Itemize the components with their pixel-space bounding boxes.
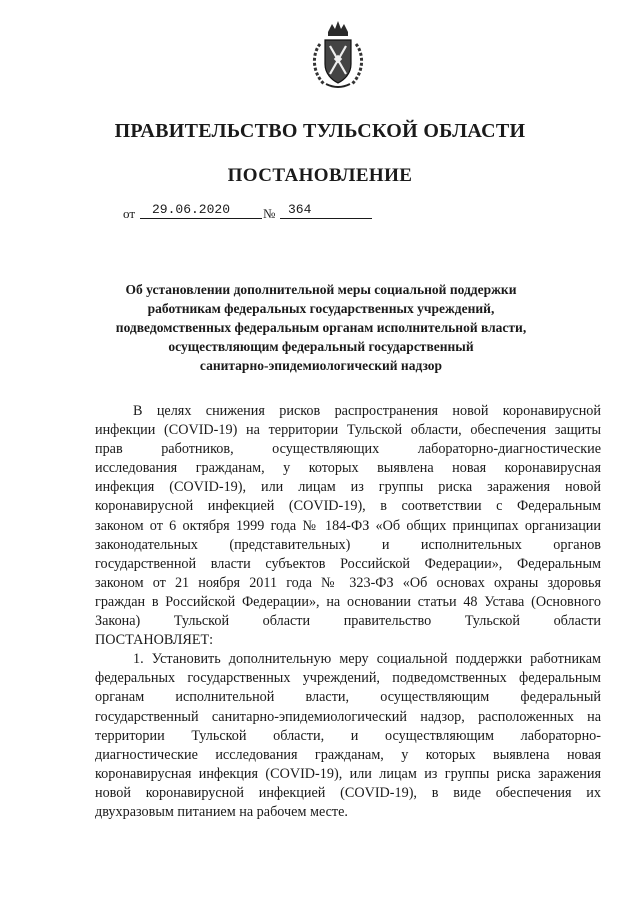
document-heading [86,280,556,375]
body-line: законом от 21 ноября 2011 года № 323-ФЗ «Об основах охраны здоровья [95,574,601,591]
date-underline [140,218,262,219]
body-line: инфекции (COVID-19) на территории Тульской области, обеспечения защиты [95,422,601,439]
document-type: ПОСТАНОВЛЕНИЕ [227,165,413,186]
heading-line: Об установлении дополнительной меры социальной поддержки [125,282,517,297]
body-line: диагностические исследования гражданам, у которых выявлена новая [95,746,601,763]
body-line: органам исполнительной власти, осуществляющим федеральный [95,689,601,706]
document-body [95,402,601,822]
body-line: В целях снижения рисков распространения новой коронавирусной [133,403,601,419]
body-line: коронавирусной инфекцией (COVID-19), в соответствии с Федеральным [95,498,601,515]
number-underline [280,218,372,219]
clause-1-paragraph [95,650,601,822]
body-line: Закона) Тульской области правительство Тульской области [95,613,601,630]
body-line: федеральных государственных учреждений, подведомственных федеральным [95,670,601,687]
body-line: государственный санитарно-эпидемиологический надзор, расположенных на [95,708,601,725]
date-value: 29.06.2020 [152,202,231,217]
body-line: территории Тульской области, и осуществляющим лабораторно- [95,727,601,744]
number-label: № [263,206,276,221]
body-line: законодательных (представительных) и исполнительных органов [95,536,601,553]
heading-line: санитарно-эпидемиологический надзор [199,358,443,373]
decree-word: ПОСТАНОВЛЯЕТ: [95,632,214,649]
body-line: новой коронавирусной инфекцией (COVID-19), в виде обеспечения их [95,784,601,801]
organization-title: ПРАВИТЕЛЬСТВО ТУЛЬСКОЙ ОБЛАСТИ [114,120,526,142]
body-line: граждан в Российской Федерации», на основании статьи 48 Устава (Основного [95,593,601,610]
body-line: двухразовым питанием на рабочем месте. [95,803,348,820]
heading-line: работникам федеральных государственных учреждений, [147,301,495,316]
body-line: законом от 6 октября 1999 года № 184-ФЗ «Об общих принципах организации [95,517,601,534]
body-line: исследования гражданам, у которых выявлена новая коронавирусная [95,460,601,477]
body-line: 1. Установить дополнительную меру социальной поддержки работникам [133,651,601,668]
number-value: 364 [288,202,312,217]
date-label: от [123,206,136,221]
tula-coat-of-arms-emblem [306,18,370,92]
heading-line: осуществляющим федеральный государственный [168,339,474,354]
body-line: инфекция (COVID-19), или лицам из группы риска заражения новой [95,479,601,496]
heading-line: подведомственных федеральным органам исполнительной власти, [115,320,527,335]
preamble-paragraph [95,402,601,650]
body-line: государственной власти субъектов Российской Федерации», Федеральным [95,555,601,572]
body-line: коронавирусная инфекция (COVID-19), или лицам из группы риска заражения [95,765,601,782]
body-line: прав работников, осуществляющих лабораторно-диагностические [95,441,601,458]
